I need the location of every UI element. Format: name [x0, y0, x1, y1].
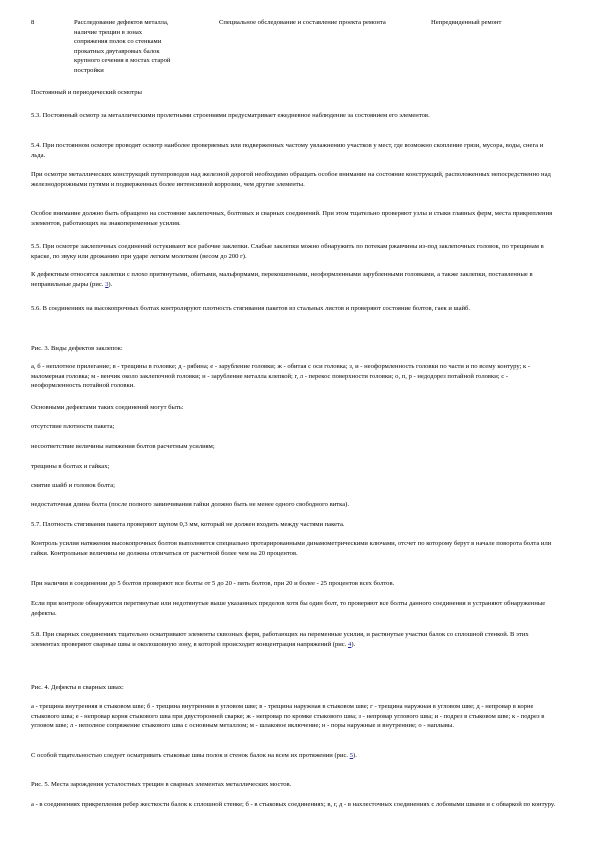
work-description-line: сопряжения полок со стенками — [74, 38, 162, 46]
paragraph: 5.7. Плотность стягивания пакета проверяют щупом 0,3 мм, который не должен входить между частями пакета. — [31, 521, 345, 528]
paragraph-text: ). — [351, 640, 356, 648]
paragraph — [31, 630, 559, 649]
paragraph-text: ). — [108, 280, 113, 288]
work-description-line: крупного сечения в мостах старой — [74, 57, 171, 65]
figure-link[interactable]: 4 — [348, 640, 352, 648]
figure-legend: а - трещина внутренняя в стыковом шве; б - трещина внутренняя в угловом шве; в - трещина наружная в стыковом шве; г - трещина наружная в угловом шве; д - непровар в корне стыкового шва; е - непровар корня стыкового шва при двусторонней сварке; ж - непровар по кромке стыкового шва; з - непровар углового шва; и - подрез в стыковом шве; к - подрез в угловом шве; л - неполное сопряжение стыкового шва с основным металлом; м - шлаковое включение; н - поры наружные и внутренние; о - наплывы. — [31, 703, 545, 730]
table-row — [31, 18, 551, 78]
figure-link[interactable]: 5 — [349, 752, 353, 759]
figure-caption: Рис. 4. Дефекты в сварных швах: — [31, 684, 124, 691]
section-heading: Постоянный и периодический осмотры — [31, 89, 142, 96]
paragraph-text: К дефектным относятся заклепки с плохо притянутыми, обитыми, мальформами, перекошенными, неоформленными зарубленными головками, а также заклепки, поставленные в неправильные дыры (рис. — [31, 271, 533, 288]
row-number: 8 — [31, 19, 35, 26]
paragraph-text: С особой тщательностью следует осматривать стыковые швы полок и стенок балок на всем их протяжении (рис. — [31, 752, 350, 759]
paragraph: Основными дефектами таких соединений могут быть: — [31, 404, 184, 411]
list-item: смятие шайб и головок болта; — [31, 482, 115, 489]
figure-legend: а, б - неплотное прилегание; в - трещины в головке; д - рябина; е - зарубление головки; ж - обитая с оси головка; з, и - неоформленность головки по части и по всему контуру; к - маломерная головка; м - венчик около заклепочной головки; н - зарубление металла клепкой; г, л - перекос поверхности головки; о, п, р - недодорез потайной головки; с - неоформленность потайной головки. — [31, 363, 531, 390]
list-item: несоответствие величины натяжения болтов расчетным усилиям; — [31, 443, 215, 450]
paragraph: 5.3. Постоянный осмотр за металлическими пролетными строениями предусматривает ежедневное наблюдение за состоянием его элементов. — [31, 112, 430, 119]
paragraph-text: ). — [353, 752, 357, 759]
method-cell: Специальное обследование и составление проекта ремонта — [219, 19, 386, 26]
paragraph: Особое внимание должно быть обращено на состояние заклепочных, болтовых и сварных соединений. При этом тщательно проверяют узлы и стыки главных ферм, места прикрепления элементов, работающих на знакопеременные усилия. — [31, 210, 553, 227]
work-description — [74, 18, 222, 76]
work-description-line: прокатных двутавровых балок — [74, 47, 160, 55]
paragraph: Если при контроле обнаружится перетянутые или недотянутые выше указанных пределов хотя бы один болт, то проверяют все болты данного соединения и устраняют обнаруженные дефекты. — [31, 600, 546, 617]
paragraph: При осмотре металлических конструкций путепроводов над железной дорогой необходимо обращать особое внимание на состояние конструкций, расположенных непосредственно над железнодорожными путями и подверженных более интенсивной коррозии, чем другие элементы. — [31, 171, 551, 188]
paragraph: 5.6. В соединениях на высокопрочных болтах контролируют плотность стягивания пакетов из стальных листов и проверяют состояние болтов, гаек и шайб. — [31, 305, 471, 312]
work-description-line: наличие трещин в зонах — [74, 28, 143, 36]
figure-caption: Рис. 5. Места зарождения усталостных трещин в сварных элементах металлических мостов. — [31, 781, 292, 788]
result-cell: Непредвиденный ремонт — [431, 19, 502, 26]
list-item: недостаточная длина болта (после полного завинчивания гайки должно быть не менее одного свободного витка). — [31, 501, 349, 508]
work-description-line: постройки — [74, 66, 104, 74]
figure-caption: Рис. 3. Виды дефектов заклепок: — [31, 345, 123, 352]
paragraph: 5.5. При осмотре заклепочных соединений остукивают все рабочие заклепки. Слабые заклепки можно обнаружить по потекам ржавчины из-под заклепочных головок, по трещинам в краске, по звуку или дрожанию при ударе легким молотком (весом до 200 г). — [31, 243, 544, 260]
figure-legend: а - в соединениях прикрепления ребер жесткости балок к сплошной стенке; б - в стыковых соединениях; в, г, д - в нахлесточных соединениях с лобовыми швами и с обваркой по контуру. — [31, 801, 556, 808]
paragraph — [31, 270, 559, 289]
paragraph: При наличии в соединении до 5 болтов проверяют все болты от 5 до 20 - пять болтов, при 20 и более - 25 процентов всех болтов. — [31, 580, 395, 587]
figure-link[interactable]: 3 — [105, 280, 109, 288]
paragraph: 5.4. При постоянном осмотре проводят осмотр наиболее проверяемых или подверженных частому увлажнению участков у мест, где возможно скопление грязи, мусора, воды, снега и льда. — [31, 142, 544, 159]
paragraph-text: 5.8. При сварных соединениях тщательно осматривают элементы сквозных ферм, работающих на переменные усилия, и растянутые участки балок со сплошной стенкой. В этих элементах проверяют сварные швы и околошовную зону, в которой происходит концентрация напряжений (рис. — [31, 631, 529, 648]
work-description-line: Расследование дефектов металла, — [74, 19, 169, 26]
list-item: отсутствие плотности пакета; — [31, 423, 115, 430]
paragraph — [31, 751, 559, 761]
list-item: трещины в болтах и гайках; — [31, 463, 110, 470]
paragraph: Контроль усилия натяжения высокопрочных болтов выполняется специально протарированными динамометрическими ключами, отсчет по которому берут в начале поворота болта или гайки. Контрольные величины не должны отличаться от расчетной более чем на 20 процентов. — [31, 540, 552, 557]
